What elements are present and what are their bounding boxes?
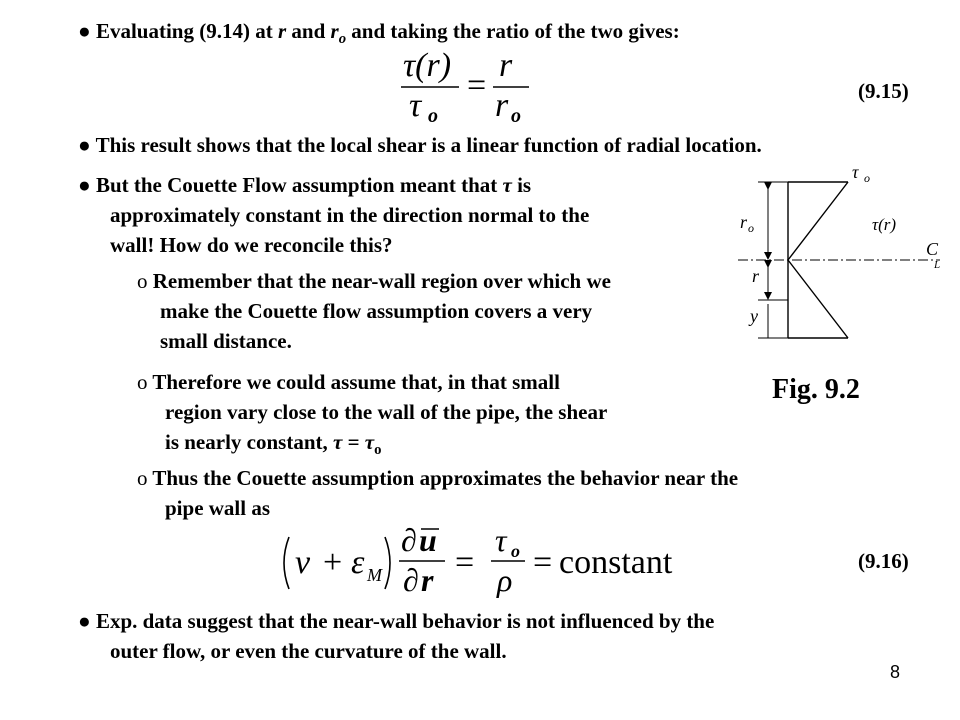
bullet-icon: ● <box>78 609 91 633</box>
figure-caption: Fig. 9.2 <box>772 374 860 405</box>
equation-9-16 <box>275 515 673 598</box>
label-tau-o: τ <box>852 162 859 182</box>
svg-text:u: u <box>419 522 437 558</box>
svg-text:=: = <box>455 544 475 581</box>
label-centerline: C <box>926 239 939 259</box>
svg-text:o: o <box>511 541 520 561</box>
line-couette-cont1: approximately constant in the direction normal to the <box>110 203 590 227</box>
shear-profile-upper <box>788 182 848 260</box>
sub-therefore-cont2: is nearly constant, $\tau = \tau_o$ <box>165 430 382 459</box>
svg-text:constant: constant <box>559 544 673 581</box>
line-exp-data-cont: outer flow, or even the curvature of the wall. <box>110 639 507 663</box>
sub-remember-cont2: small distance. <box>160 329 292 353</box>
svg-text:τ: τ <box>495 522 507 558</box>
svg-text:ε: ε <box>351 544 365 581</box>
sub-thus: o Thus the Couette assumption approximates the behavior near the <box>137 466 739 490</box>
line-couette-assumption: ● But the Couette Flow assumption meant that τ is <box>78 173 532 197</box>
svg-text:r: r <box>499 47 513 84</box>
svg-text:o: o <box>864 171 870 185</box>
sub-remember: o Remember that the near-wall region over which we <box>137 269 611 293</box>
sub-therefore-cont1: region vary close to the wall of the pipe, the shear <box>165 400 608 424</box>
page-number: 8 <box>890 662 901 682</box>
label-r-o: r <box>740 212 748 232</box>
sub-marker: o <box>137 370 148 394</box>
label-y: y <box>750 306 758 326</box>
line-linear-function: ● This result shows that the local shear is a linear function of radial location. <box>78 133 762 157</box>
sub-therefore: o Therefore we could assume that, in that small <box>137 370 560 394</box>
shear-profile-lower <box>788 260 848 338</box>
bullet-icon: ● <box>78 19 91 43</box>
sub-marker: o <box>137 466 148 490</box>
svg-text:ρ: ρ <box>497 562 513 598</box>
svg-text:ν: ν <box>295 544 311 581</box>
svg-text:M: M <box>367 565 382 585</box>
svg-text:o: o <box>428 105 438 127</box>
label-tau-r: τ(r) <box>872 215 897 234</box>
equation-number-9-16: (9.16) <box>858 549 909 573</box>
eq915-num-left: τ(r) <box>403 47 452 84</box>
svg-text:=: = <box>533 544 553 581</box>
figure-9-2 <box>730 160 952 410</box>
svg-text:r: r <box>495 87 509 124</box>
svg-text:∂: ∂ <box>401 522 417 558</box>
eq915-equals: = <box>467 67 487 104</box>
sub-thus-cont1: pipe wall as <box>165 496 271 520</box>
svg-text:∂: ∂ <box>403 562 419 598</box>
svg-text:o: o <box>511 105 521 127</box>
svg-text:r: r <box>421 562 434 598</box>
svg-text:+: + <box>323 544 343 581</box>
sub-remember-cont1: make the Couette flow assumption covers a very <box>160 299 593 323</box>
bullet-icon: ● <box>78 133 91 157</box>
svg-text:L: L <box>934 259 941 271</box>
line-couette-cont2: wall! How do we reconcile this? <box>110 233 393 257</box>
svg-text:τ: τ <box>409 87 422 124</box>
equation-9-15 <box>395 46 535 127</box>
label-r: r <box>752 266 760 286</box>
svg-text:o: o <box>748 221 754 235</box>
line1-text: Evaluating (9.14) at r and $r_o$ and taking the ratio of the two gives: <box>95 19 680 48</box>
line-evaluating <box>78 16 680 46</box>
bullet-icon: ● <box>78 173 91 197</box>
line-exp-data: ● Exp. data suggest that the near-wall behavior is not influenced by the <box>78 609 715 633</box>
equation-number-9-15: (9.15) <box>858 79 909 103</box>
sub-marker: o <box>137 269 148 293</box>
